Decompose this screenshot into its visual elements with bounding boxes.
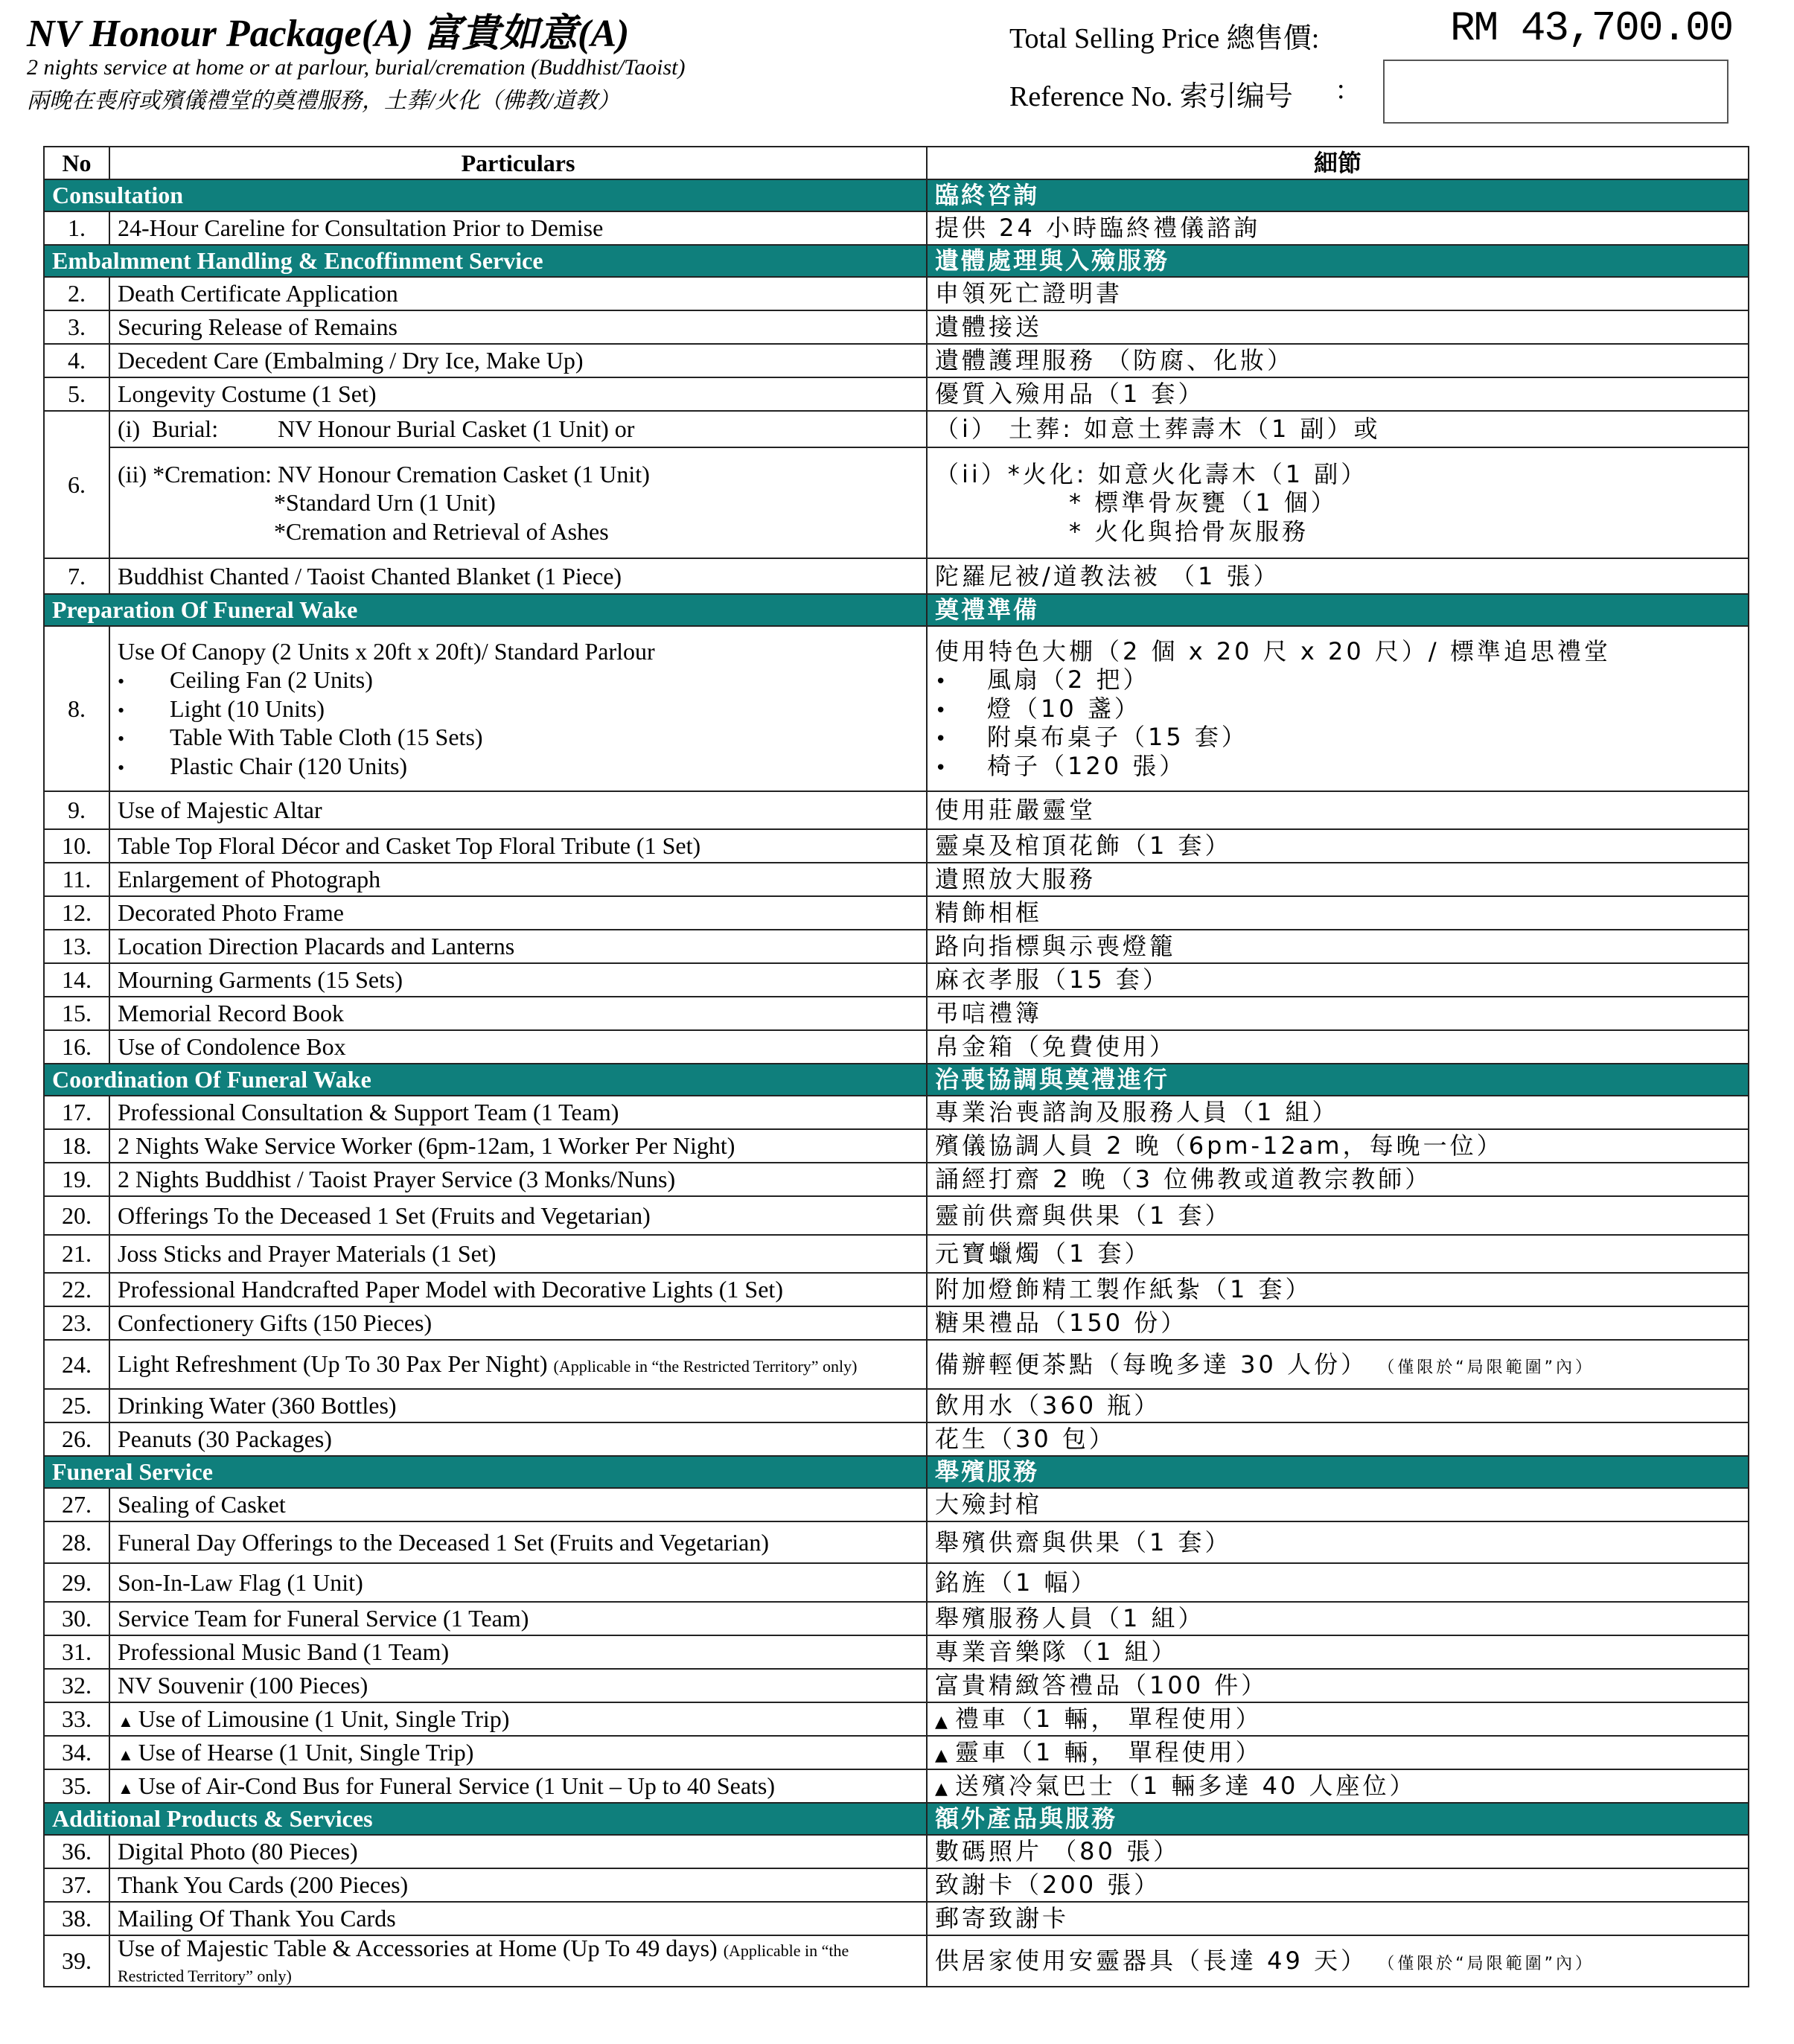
bullet-icon: • xyxy=(118,671,125,693)
row-number: 26. xyxy=(44,1422,109,1456)
row-number: 32. xyxy=(44,1669,109,1702)
row-text: Light Refreshment (Up To 30 Pax Per Night) xyxy=(118,1350,548,1378)
row-particular-zh: 申領死亡證明書 xyxy=(927,277,1749,310)
row-particular-en: Enlargement of Photograph xyxy=(109,863,927,896)
row-number: 24. xyxy=(44,1340,109,1389)
triangle-up-icon: ▲ xyxy=(118,1712,134,1731)
row-number: 17. xyxy=(44,1096,109,1129)
row-note: (Applicable in “the Restricted Territory” only) xyxy=(118,1941,849,1985)
table-row xyxy=(44,963,1749,997)
row-particular-en: Decorated Photo Frame xyxy=(109,896,927,930)
row-number: 30. xyxy=(44,1602,109,1635)
row-particular-zh: 致謝卡（200 張） xyxy=(927,1868,1749,1902)
table-row xyxy=(44,896,1749,930)
bullet-icon: • xyxy=(935,671,950,694)
table-row xyxy=(44,1196,1749,1235)
row-particular-zh xyxy=(927,1935,1749,1987)
row-particular-zh: 銘旌（1 幅） xyxy=(927,1563,1749,1602)
section-row-embalmment xyxy=(44,245,1749,277)
row-particular-en xyxy=(109,1736,927,1769)
row-particular-zh: 舉殯服務人員（1 組） xyxy=(927,1602,1749,1635)
row-number: 34. xyxy=(44,1736,109,1769)
row-particular-zh xyxy=(927,1702,1749,1736)
row-number: 9. xyxy=(44,791,109,829)
row-number: 25. xyxy=(44,1389,109,1422)
row-particular-zh: 提供 24 小時臨終禮儀諮詢 xyxy=(927,211,1749,245)
row-particular-zh: 麻衣孝服（15 套） xyxy=(927,963,1749,997)
row-number: 31. xyxy=(44,1635,109,1669)
cremation-line: * 火化與拾骨灰服務 xyxy=(1069,517,1309,546)
section-title-zh: 舉殯服務 xyxy=(927,1456,1749,1488)
row-particular-zh xyxy=(927,1769,1749,1803)
row-particular-en: Use of Majestic Altar xyxy=(109,791,927,829)
row-particular-zh: 精飾相框 xyxy=(927,896,1749,930)
table-row xyxy=(44,1702,1749,1736)
row-particular-en xyxy=(109,447,927,558)
table-row xyxy=(44,558,1749,594)
row-text: 禮車（1 輛， 單程使用） xyxy=(954,1705,1262,1734)
row-particular-en: Professional Handcrafted Paper Model with Decorative Lights (1 Set) xyxy=(109,1273,927,1306)
bullet-icon: • xyxy=(935,756,950,779)
list-item-label: Table With Table Cloth (15 Sets) xyxy=(170,724,483,751)
canopy-main: Use Of Canopy (2 Units x 20ft x 20ft)/ Standard Parlour xyxy=(118,638,655,665)
table-row xyxy=(44,1635,1749,1669)
row-number: 18. xyxy=(44,1129,109,1163)
page-title: NV Honour Package(A) 富貴如意(A) xyxy=(27,13,630,55)
list-item xyxy=(118,665,919,694)
table-row xyxy=(44,1488,1749,1521)
table-row xyxy=(44,1935,1749,1987)
table-row xyxy=(44,1389,1749,1422)
row-number: 35. xyxy=(44,1769,109,1803)
row-particular-en: Joss Sticks and Prayer Materials (1 Set) xyxy=(109,1235,927,1273)
row-number: 36. xyxy=(44,1835,109,1868)
table-row-canopy xyxy=(44,626,1749,791)
row-particular-en: Confectionery Gifts (150 Pieces) xyxy=(109,1306,927,1340)
triangle-up-icon: ▲ xyxy=(118,1746,134,1765)
triangle-up-icon: ▲ xyxy=(935,1746,951,1766)
table-row xyxy=(44,1602,1749,1635)
row-particular-en: 24-Hour Careline for Consultation Prior to Demise xyxy=(109,211,927,245)
section-title-en: Coordination Of Funeral Wake xyxy=(44,1064,927,1096)
row-particular-zh: 遺照放大服務 xyxy=(927,863,1749,896)
row-number: 13. xyxy=(44,930,109,963)
row-number: 27. xyxy=(44,1488,109,1521)
row-particular-zh: 郵寄致謝卡 xyxy=(927,1902,1749,1935)
row-particular-en: Professional Consultation & Support Team (1 Team) xyxy=(109,1096,927,1129)
section-title-en: Consultation xyxy=(44,179,927,211)
header xyxy=(0,0,1794,141)
row-number: 20. xyxy=(44,1196,109,1235)
row-particular-en: Mourning Garments (15 Sets) xyxy=(109,963,927,997)
row-particular-en: Use of Condolence Box xyxy=(109,1030,927,1064)
row-particular-zh: 專業音樂隊（1 組） xyxy=(927,1635,1749,1669)
table-row xyxy=(44,1521,1749,1563)
table-row xyxy=(44,1868,1749,1902)
row-text: 供居家使用安靈器具（長達 49 天） xyxy=(935,1946,1368,1976)
row-particular-en xyxy=(109,1769,927,1803)
list-item xyxy=(935,694,1740,723)
triangle-up-icon: ▲ xyxy=(935,1780,951,1799)
row-particular-zh: 使用莊嚴靈堂 xyxy=(927,791,1749,829)
row-particular-en: NV Souvenir (100 Pieces) xyxy=(109,1669,927,1702)
row-particular-zh: 專業治喪諮詢及服務人員（1 組） xyxy=(927,1096,1749,1129)
list-item-label: Ceiling Fan (2 Units) xyxy=(170,666,373,694)
row-particular-en xyxy=(109,626,927,791)
row-number: 14. xyxy=(44,963,109,997)
list-item-label: 風扇（2 把） xyxy=(987,665,1150,694)
row-particular-zh: 附加燈飾精工製作紙紮（1 套） xyxy=(927,1273,1749,1306)
row-number: 5. xyxy=(44,377,109,411)
table-row xyxy=(44,211,1749,245)
col-header-details-zh: 細節 xyxy=(927,147,1749,179)
row-number: 16. xyxy=(44,1030,109,1064)
canopy-main: 使用特色大棚（2 個 x 20 尺 x 20 尺）/ 標準追思禮堂 xyxy=(935,637,1611,666)
row-particular-zh: （i） 土葬: 如意土葬壽木（1 副）或 xyxy=(927,411,1749,447)
row-particular-zh xyxy=(927,1340,1749,1389)
row-number: 19. xyxy=(44,1163,109,1196)
row-number: 37. xyxy=(44,1868,109,1902)
table-row xyxy=(44,863,1749,896)
row-particular-zh: 靈桌及棺頂花飾（1 套） xyxy=(927,829,1749,863)
section-title-zh: 遺體處理與入殮服務 xyxy=(927,245,1749,277)
row-particular-en xyxy=(109,1935,927,1987)
table-row xyxy=(44,1835,1749,1868)
section-row-consultation xyxy=(44,179,1749,211)
table-row xyxy=(44,277,1749,310)
row-number: 22. xyxy=(44,1273,109,1306)
row-text: 備辦輕便茶點（每晚多達 30 人份） xyxy=(935,1350,1368,1379)
row-number: 38. xyxy=(44,1902,109,1935)
row-number: 7. xyxy=(44,558,109,594)
row-particular-en: Son-In-Law Flag (1 Unit) xyxy=(109,1563,927,1602)
cremation-line: (ii) *Cremation: NV Honour Cremation Casket (1 Unit) xyxy=(118,460,650,488)
bullet-icon: • xyxy=(118,756,125,779)
list-item-label: Plastic Chair (120 Units) xyxy=(170,752,408,779)
col-header-no: No xyxy=(44,147,109,179)
table-row xyxy=(44,344,1749,377)
row-particular-en: Death Certificate Application xyxy=(109,277,927,310)
section-row-coordination xyxy=(44,1064,1749,1096)
row-particular-zh: 舉殯供齋與供果（1 套） xyxy=(927,1521,1749,1563)
row-particular-en: 2 Nights Wake Service Worker (6pm-12am, 1 Worker Per Night) xyxy=(109,1129,927,1163)
table-row xyxy=(44,1563,1749,1602)
row-particular-en: Digital Photo (80 Pieces) xyxy=(109,1835,927,1868)
row-particular-en: Service Team for Funeral Service (1 Team) xyxy=(109,1602,927,1635)
list-item-label: Light (10 Units) xyxy=(170,694,325,722)
table-row xyxy=(44,1769,1749,1803)
row-number: 1. xyxy=(44,211,109,245)
list-item xyxy=(118,752,919,780)
price-label: Total Selling Price 總售價: xyxy=(1009,23,1320,54)
cremation-line: （ii）*火化: 如意火化壽木（1 副） xyxy=(935,459,1368,488)
table-row xyxy=(44,1096,1749,1129)
table-row xyxy=(44,1235,1749,1273)
row-particular-zh: 遺體接送 xyxy=(927,310,1749,344)
row-particular-en: Location Direction Placards and Lanterns xyxy=(109,930,927,963)
list-item xyxy=(118,723,919,751)
row-note: (Applicable in “the Restricted Territory” only) xyxy=(553,1357,858,1376)
row-particular-en: Table Top Floral Décor and Casket Top Floral Tribute (1 Set) xyxy=(109,829,927,863)
list-item xyxy=(935,723,1740,751)
reference-input[interactable] xyxy=(1383,60,1728,124)
row-particular-zh: 優質入殮用品（1 套） xyxy=(927,377,1749,411)
section-title-zh: 臨終咨詢 xyxy=(927,179,1749,211)
cremation-line: * 標準骨灰甕（1 個） xyxy=(1069,488,1338,517)
table-row xyxy=(44,930,1749,963)
row-particular-en: Offerings To the Deceased 1 Set (Fruits and Vegetarian) xyxy=(109,1196,927,1235)
row-particular-zh: 誦經打齋 2 晚（3 位佛教或道教宗教師） xyxy=(927,1163,1749,1196)
table-row xyxy=(44,1129,1749,1163)
list-item xyxy=(118,694,919,723)
triangle-up-icon: ▲ xyxy=(935,1713,951,1732)
row-text: 送殯冷氣巴士（1 輛多達 40 人座位） xyxy=(954,1772,1417,1801)
row-number: 12. xyxy=(44,896,109,930)
row-particular-zh: 帛金箱（免費使用） xyxy=(927,1030,1749,1064)
table-row-cremation xyxy=(44,447,1749,558)
row-number: 15. xyxy=(44,997,109,1030)
row-particular-zh: 花生（30 包） xyxy=(927,1422,1749,1456)
list-item xyxy=(935,665,1740,694)
row-particular-en: Peanuts (30 Packages) xyxy=(109,1422,927,1456)
table-row xyxy=(44,1273,1749,1306)
row-particular-en: Securing Release of Remains xyxy=(109,310,927,344)
row-particular-en: Professional Music Band (1 Team) xyxy=(109,1635,927,1669)
row-number: 23. xyxy=(44,1306,109,1340)
row-number: 29. xyxy=(44,1563,109,1602)
row-note: （僅限於“局限範圍”內） xyxy=(1378,1358,1595,1377)
row-particular-zh: 靈前供齋與供果（1 套） xyxy=(927,1196,1749,1235)
row-text: Use of Hearse (1 Unit, Single Trip) xyxy=(138,1739,474,1766)
row-text: Use of Limousine (1 Unit, Single Trip) xyxy=(138,1705,510,1733)
row-particular-zh: 數碼照片 （80 張） xyxy=(927,1835,1749,1868)
row-particular-en: Memorial Record Book xyxy=(109,997,927,1030)
section-row-additional xyxy=(44,1803,1749,1835)
table-row xyxy=(44,1902,1749,1935)
row-number: 6. xyxy=(44,411,109,558)
row-particular-zh: 遺體護理服務 （防腐、化妝） xyxy=(927,344,1749,377)
cremation-line: *Cremation and Retrieval of Ashes xyxy=(274,517,609,545)
reference-label: Reference No. 索引编号 xyxy=(1009,81,1293,112)
row-number: 33. xyxy=(44,1702,109,1736)
row-particular-zh: 路向指標與示喪燈籠 xyxy=(927,930,1749,963)
row-number: 2. xyxy=(44,277,109,310)
table-row xyxy=(44,791,1749,829)
table-row xyxy=(44,1736,1749,1769)
section-title-en: Funeral Service xyxy=(44,1456,927,1488)
table-row xyxy=(44,377,1749,411)
row-particular-zh xyxy=(927,1736,1749,1769)
table-header-row xyxy=(44,147,1749,179)
section-title-en: Preparation Of Funeral Wake xyxy=(44,594,927,626)
list-item xyxy=(935,752,1740,780)
section-title-zh: 額外產品與服務 xyxy=(927,1803,1749,1835)
table-row xyxy=(44,1030,1749,1064)
row-number: 10. xyxy=(44,829,109,863)
table-row xyxy=(44,1422,1749,1456)
table-row xyxy=(44,310,1749,344)
table-row xyxy=(44,1306,1749,1340)
row-particular-en: Sealing of Casket xyxy=(109,1488,927,1521)
row-particular-zh xyxy=(927,626,1749,791)
row-note: （僅限於“局限範圍”內） xyxy=(1378,1955,1595,1974)
section-title-zh: 奠禮準備 xyxy=(927,594,1749,626)
row-particular-zh: 弔唁禮簿 xyxy=(927,997,1749,1030)
section-title-en: Embalmment Handling & Encoffinment Service xyxy=(44,245,927,277)
row-particular-zh: 飲用水（360 瓶） xyxy=(927,1389,1749,1422)
row-particular-zh xyxy=(927,447,1749,558)
row-number: 8. xyxy=(44,626,109,791)
list-item-label: 附桌布桌子（15 套） xyxy=(987,723,1248,752)
row-particular-zh: 元寶蠟燭（1 套） xyxy=(927,1235,1749,1273)
row-particular-en xyxy=(109,1340,927,1389)
subtitle-en: 2 nights service at home or at parlour, burial/cremation (Buddhist/Taoist) xyxy=(27,55,686,80)
row-text: Use of Air-Cond Bus for Funeral Service (1 Unit – Up to 40 Seats) xyxy=(138,1772,776,1800)
section-title-en: Additional Products & Services xyxy=(44,1803,927,1835)
row-particular-en: Decedent Care (Embalming / Dry Ice, Make Up) xyxy=(109,344,927,377)
bullet-icon: • xyxy=(118,728,125,750)
row-particular-en xyxy=(109,1702,927,1736)
row-particular-en: Funeral Day Offerings to the Deceased 1 Set (Fruits and Vegetarian) xyxy=(109,1521,927,1563)
price-value: RM 43,700.00 xyxy=(1450,4,1733,52)
table-row xyxy=(44,997,1749,1030)
row-text: 靈車（1 輛， 單程使用） xyxy=(954,1738,1262,1767)
table-row xyxy=(44,1163,1749,1196)
section-title-zh: 治喪協調與奠禮進行 xyxy=(927,1064,1749,1096)
row-number: 21. xyxy=(44,1235,109,1273)
section-row-preparation xyxy=(44,594,1749,626)
row-particular-en: Thank You Cards (200 Pieces) xyxy=(109,1868,927,1902)
bullet-icon: • xyxy=(935,699,950,722)
row-text: Use of Majestic Table & Accessories at Home (Up To 49 days) xyxy=(118,1935,718,1961)
triangle-up-icon: ▲ xyxy=(118,1779,134,1798)
bullet-icon: • xyxy=(118,699,125,721)
row-number: 3. xyxy=(44,310,109,344)
table-row xyxy=(44,1340,1749,1389)
row-particular-zh: 陀羅尼被/道教法被 （1 張） xyxy=(927,558,1749,594)
row-particular-en: (i) Burial: NV Honour Burial Casket (1 Unit) or xyxy=(109,411,927,447)
bullet-icon: • xyxy=(935,728,950,751)
section-row-funeral xyxy=(44,1456,1749,1488)
row-particular-zh: 殯儀協調人員 2 晚（6pm-12am，每晚一位） xyxy=(927,1129,1749,1163)
particulars-table xyxy=(43,146,1749,1987)
list-item-label: 椅子（120 張） xyxy=(987,751,1187,780)
row-number: 4. xyxy=(44,344,109,377)
row-particular-en: Longevity Costume (1 Set) xyxy=(109,377,927,411)
row-particular-zh: 富貴精緻答禮品（100 件） xyxy=(927,1669,1749,1702)
table-row-burial xyxy=(44,411,1749,447)
row-number: 11. xyxy=(44,863,109,896)
col-header-particulars: Particulars xyxy=(109,147,927,179)
row-particular-en: 2 Nights Buddhist / Taoist Prayer Service (3 Monks/Nuns) xyxy=(109,1163,927,1196)
table-row xyxy=(44,1669,1749,1702)
row-particular-zh: 糖果禮品（150 份） xyxy=(927,1306,1749,1340)
row-particular-zh: 大殮封棺 xyxy=(927,1488,1749,1521)
row-particular-en: Drinking Water (360 Bottles) xyxy=(109,1389,927,1422)
cremation-line: *Standard Urn (1 Unit) xyxy=(274,489,496,517)
row-particular-en: Buddhist Chanted / Taoist Chanted Blanket (1 Piece) xyxy=(109,558,927,594)
list-item-label: 燈（10 盞） xyxy=(987,694,1141,723)
subtitle-zh: 兩晚在喪府或殯儀禮堂的奠禮服務，土葬/火化（佛教/道教） xyxy=(27,89,620,113)
row-particular-en: Mailing Of Thank You Cards xyxy=(109,1902,927,1935)
row-number: 28. xyxy=(44,1521,109,1563)
row-number: 39. xyxy=(44,1935,109,1987)
table-row xyxy=(44,829,1749,863)
reference-colon: : xyxy=(1337,74,1345,105)
